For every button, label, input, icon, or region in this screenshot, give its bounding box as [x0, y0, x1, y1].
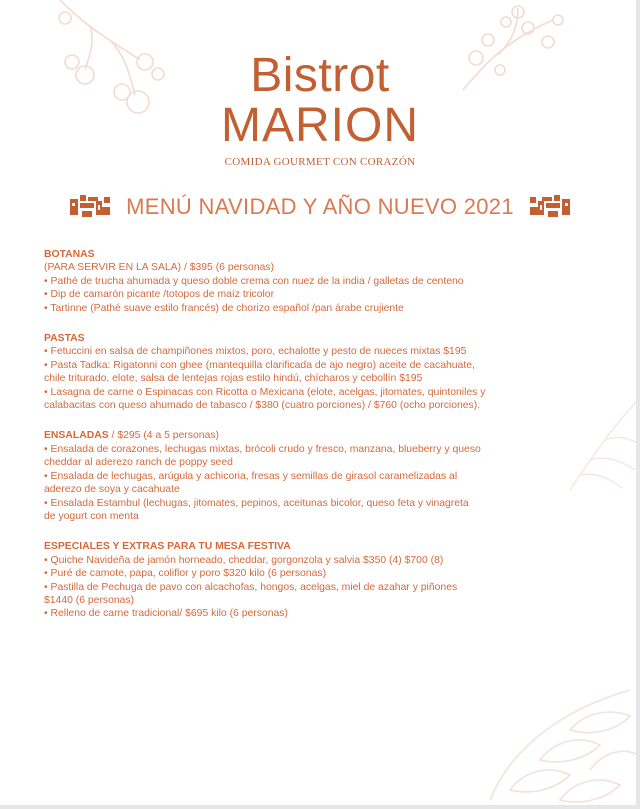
- menu-item: • Fetuccini en salsa de champiñones mixtos, poro, echalotte y pesto de nueces mixtas $195: [44, 346, 467, 358]
- menu-content: [44, 248, 614, 638]
- menu-item: • Puré de camote, papa, coliflor y poro $320 kilo (6 personas): [44, 568, 327, 580]
- section-title: ESPECIALES Y EXTRAS PARA TU MESA FESTIVA: [44, 541, 291, 553]
- section-subtitle: (PARA SERVIR EN LA SALA) / $395 (6 personas): [44, 262, 275, 274]
- menu-item: • Quiche Navideña de jamón horneado, cheddar, gorgonzola y salvia $350 (4) $700 (8): [44, 554, 444, 566]
- menu-item: • Pasta Tadka: Rigatonni con ghee (mantequilla clarificada de ajo negro) aceite de cacahuate,: [44, 359, 475, 371]
- restaurant-name-line2: MARION: [221, 99, 419, 152]
- section-title: PASTAS: [44, 333, 85, 345]
- menu-item: cheddar al aderezo ranch de poppy seed: [44, 457, 233, 469]
- menu-title-row: [0, 193, 640, 221]
- menu-item: • Pathé de trucha ahumada y queso doble crema con nuez de la india / galletas de centeno: [44, 275, 464, 287]
- section-especiales: [44, 540, 614, 620]
- menu-item: • Relleno de carne tradicional/ $695 kilo (6 personas): [44, 608, 288, 620]
- section-price: / $295 (4 a 5 personas): [108, 430, 219, 442]
- menu-item: aderezo de soya y cacahuate: [44, 484, 180, 496]
- menu-item: • Ensalada de corazones, lechugas mixtas, brócoli crudo y fresco, manzana, blueberry y queso: [44, 443, 481, 455]
- section-botanas: [44, 248, 614, 315]
- section-pastas: [44, 332, 614, 412]
- menu-item: • Ensalada de lechugas, arúgula y achicoria, fresas y semillas de girasol caramelizadas al: [44, 470, 458, 482]
- section-ensaladas: [44, 429, 614, 523]
- section-title: ENSALADAS: [44, 430, 109, 442]
- menu-item: $1440 (6 personas): [44, 594, 135, 606]
- menu-item: • Ensalada Estambul (lechugas, jitomates, pepinos, aceitunas bicolor, queso feta y vinagreta: [44, 497, 469, 509]
- menu-item: • Tartinne (Pathé suave estilo francés) de chorizo español /pan árabe crujiente: [44, 302, 404, 314]
- pinecone-decoration-icon: [470, 650, 640, 809]
- menu-item: • Lasagna de carne o Espinacas con Ricotta o Mexicana (elote, acelgas, jitomates, quintoniles y: [44, 386, 486, 398]
- aztec-glyph-icon: [528, 193, 572, 221]
- menu-item: calabacitas con queso ahumado de tabasco / $380 (cuatro porciones) / $760 (ocho porciones).: [44, 400, 481, 412]
- section-title: BOTANAS: [44, 249, 95, 260]
- section-heading-row: [44, 429, 614, 442]
- menu-item: chile triturado, elote, salsa de lentejas rojas estilo hindú, chícharos y cebollín $195: [44, 373, 423, 385]
- aztec-glyph-icon: [68, 193, 112, 221]
- menu-item: • Dip de camarón picante /totopos de maíz tricolor: [44, 289, 275, 301]
- menu-item: de yogurt con menta: [44, 510, 139, 522]
- restaurant-name-line1: Bistrot: [250, 49, 390, 102]
- tagline: COMIDA GOURMET CON CORAZÓN: [224, 156, 416, 168]
- menu-item: • Pastilla de Pechuga de pavo con alcachofas, hongos, acelgas, miel de azahar y piñones: [44, 581, 458, 593]
- menu-title: MENÚ NAVIDAD Y AÑO NUEVO 2021: [126, 194, 514, 219]
